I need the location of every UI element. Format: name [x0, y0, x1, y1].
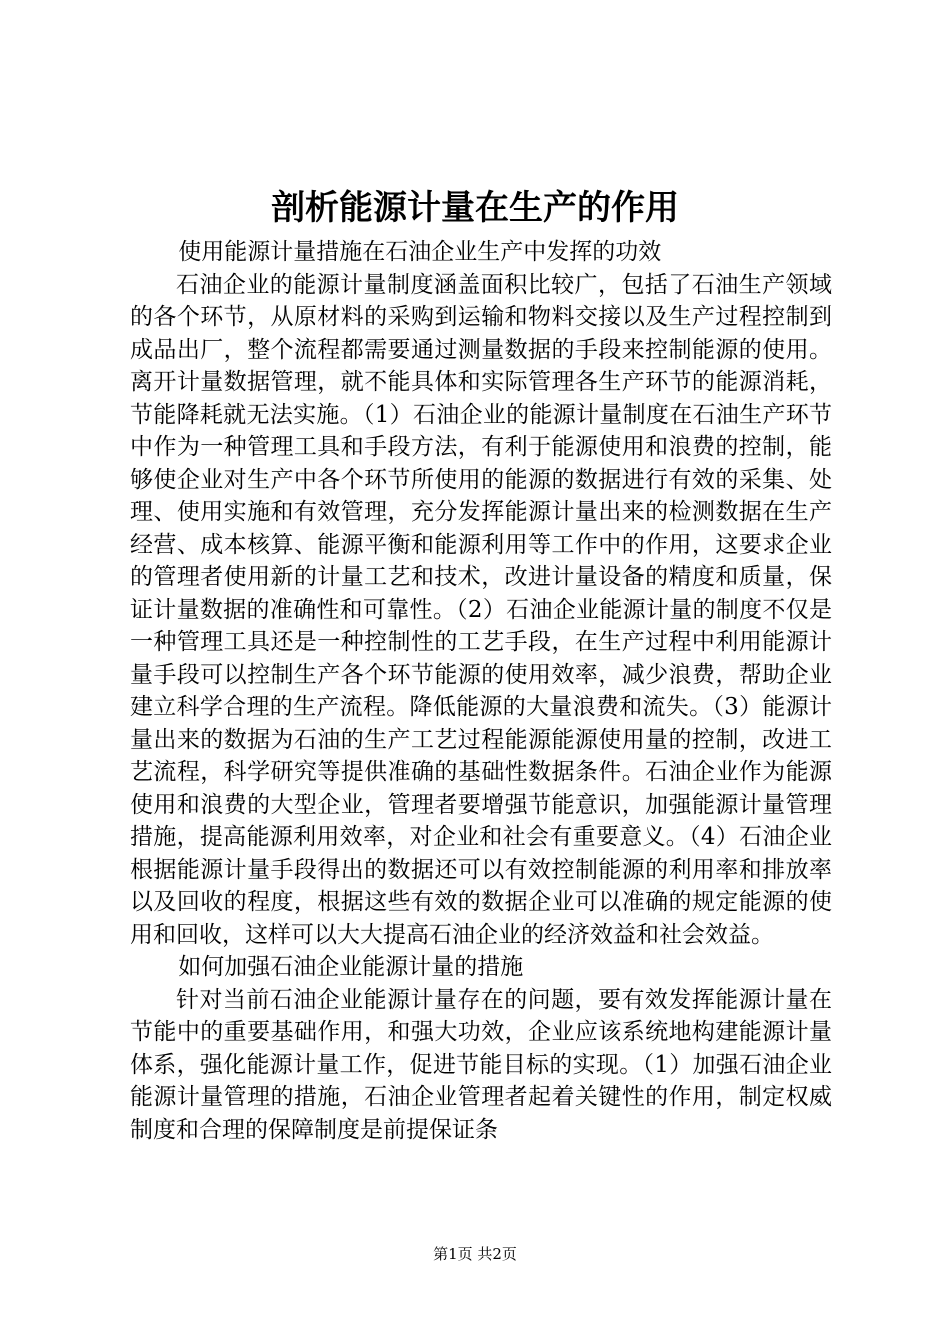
section-paragraph: 针对当前石油企业能源计量存在的问题，要有效发挥能源计量在节能中的重要基础作用，和强大功效，企业应该系统地构建能源计量体系，强化能源计量工作，促进节能目标的实现。（1）加强石油企业能源计量管理的措施，石油企业管理者起着关键性的作用，制定权威制度和合理的保障制度是前提保证条 — [130, 986, 832, 1143]
section-heading: 使用能源计量措施在石油企业生产中发挥的功效 — [178, 239, 662, 265]
page-number-footer: 第1页 共2页 — [433, 1245, 517, 1263]
document-body — [130, 236, 832, 1146]
document-title: 剖析能源计量在生产的作用 — [271, 188, 679, 228]
section-heading: 如何加强石油企业能源计量的措施 — [178, 954, 524, 980]
section-paragraph: 石油企业的能源计量制度涵盖面积比较广，包括了石油生产领域的各个环节，从原材料的采购到运输和物料交接以及生产过程控制到成品出厂，整个流程都需要通过测量数据的手段来控制能源的使用。离开计量数据管理，就不能具体和实际管理各生产环节的能源消耗，节能降耗就无法实施。（1）石油企业的能源计量制度在石油生产环节中作为一种管理工具和手段方法，有利于能源使用和浪费的控制，能够使企业对生产中各个环节所使用的能源的数据进行有效的采集、处理、使用实施和有效管理，充分发挥能源计量出来的检测数据在生产经营、成本核算、能源平衡和能源利用等工作中的作用，这要求企业的管理者使用新的计量工艺和技术，改进计量设备的精度和质量，保证计量数据的准确性和可靠性。（2）石油企业能源计量的制度不仅是一种管理工具还是一种控制性的工艺手段，在生产过程中利用能源计量手段可以控制生产各个环节能源的使用效率，减少浪费，帮助企业建立科学合理的生产流程。降低能源的大量浪费和流失。（3）能源计量出来的数据为石油的生产工艺过程能源能源使用量的控制，改进工艺流程，科学研究等提供准确的基础性数据条件。石油企业作为能源使用和浪费的大型企业，管理者要增强节能意识，加强能源计量管理措施，提高能源利用效率，对企业和社会有重要意义。（4）石油企业根据能源计量手段得出的数据还可以有效控制能源的利用率和排放率以及回收的程度，根据这些有效的数据企业可以准确的规定能源的使用和回收，这样可以大大提高石油企业的经济效益和社会效益。 — [130, 271, 832, 948]
